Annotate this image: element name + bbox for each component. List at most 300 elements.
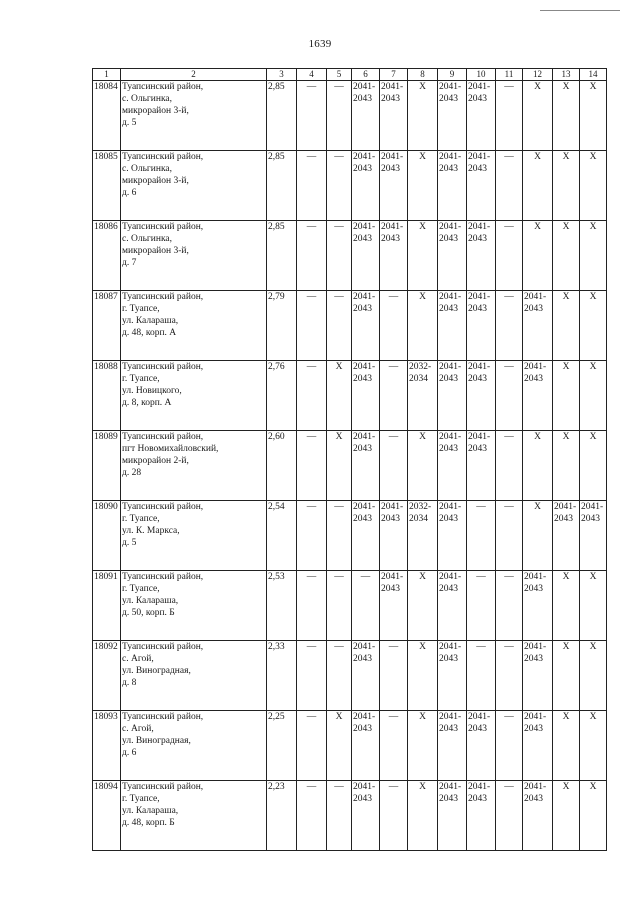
- address-line: пгт Новомихайловский,: [122, 444, 219, 454]
- address-line: Туапсинский район,: [122, 152, 204, 162]
- value-cell-col-5: —: [327, 501, 352, 571]
- cell-line: 2043: [381, 514, 400, 524]
- address-line: микрорайон 3-й,: [122, 176, 189, 186]
- value-cell-col-4: —: [297, 711, 327, 781]
- value-cell-col-3: 2,85: [267, 151, 297, 221]
- value-cell-col-8: X: [408, 571, 438, 641]
- row-number: 18091: [93, 571, 121, 641]
- address-line: Туапсинский район,: [122, 432, 204, 442]
- row-number: 18094: [93, 781, 121, 851]
- value-cell-col-10: [467, 781, 496, 851]
- cell-line: 2043: [439, 444, 458, 454]
- top-rule: [540, 10, 620, 11]
- column-header-14: 14: [580, 69, 607, 81]
- value-cell-col-12: X: [523, 431, 553, 501]
- address-line: Туапсинский район,: [122, 82, 204, 92]
- column-header-5: 5: [327, 69, 352, 81]
- value-cell-col-6: [352, 151, 380, 221]
- value-cell-col-5: —: [327, 151, 352, 221]
- table-row: [93, 711, 607, 781]
- cell-line: 2034: [409, 514, 428, 524]
- cell-line: 2041-: [381, 572, 404, 582]
- value-cell-col-11: —: [496, 781, 523, 851]
- row-number: 18088: [93, 361, 121, 431]
- value-cell-col-10: [467, 291, 496, 361]
- value-cell-col-14: X: [580, 81, 607, 151]
- value-cell-col-6: [352, 501, 380, 571]
- cell-line: 2043: [524, 724, 543, 734]
- cell-line: 2041-: [439, 502, 462, 512]
- value-cell-col-6: [352, 221, 380, 291]
- value-cell-col-6: —: [352, 571, 380, 641]
- column-header-8: 8: [408, 69, 438, 81]
- cell-line: 2043: [353, 94, 372, 104]
- cell-line: 2041-: [468, 432, 491, 442]
- value-cell-col-13: X: [553, 571, 580, 641]
- table-row: [93, 291, 607, 361]
- value-cell-col-7: —: [380, 291, 408, 361]
- row-number: 18087: [93, 291, 121, 361]
- address-line: с. Ольгинка,: [122, 94, 173, 104]
- table-row: [93, 81, 607, 151]
- cell-line: 2041-: [468, 152, 491, 162]
- cell-line: 2043: [439, 654, 458, 664]
- cell-line: 2043: [353, 234, 372, 244]
- row-number: 18092: [93, 641, 121, 711]
- value-cell-col-4: —: [297, 571, 327, 641]
- value-cell-col-3: 2,85: [267, 81, 297, 151]
- cell-line: 2041-: [439, 432, 462, 442]
- address-line: Туапсинский район,: [122, 642, 204, 652]
- cell-line: 2041-: [439, 152, 462, 162]
- value-cell-col-13: X: [553, 641, 580, 711]
- cell-line: 2041-: [468, 712, 491, 722]
- cell-line: 2041-: [554, 502, 577, 512]
- cell-line: 2041-: [353, 292, 376, 302]
- value-cell-col-14: X: [580, 221, 607, 291]
- value-cell-col-11: —: [496, 571, 523, 641]
- address-cell: [121, 221, 267, 291]
- value-cell-col-8: X: [408, 781, 438, 851]
- cell-line: 2041-: [353, 362, 376, 372]
- value-cell-col-4: —: [297, 151, 327, 221]
- cell-line: 2041-: [439, 222, 462, 232]
- cell-line: 2041-: [381, 152, 404, 162]
- value-cell-col-9: [438, 711, 467, 781]
- value-cell-col-7: —: [380, 641, 408, 711]
- cell-line: 2043: [381, 234, 400, 244]
- cell-line: 2034: [409, 374, 428, 384]
- cell-line: 2043: [353, 444, 372, 454]
- address-line: Туапсинский район,: [122, 292, 204, 302]
- cell-line: 2043: [353, 724, 372, 734]
- value-cell-col-12: X: [523, 151, 553, 221]
- column-header-2: 2: [121, 69, 267, 81]
- value-cell-col-12: [523, 571, 553, 641]
- column-header-6: 6: [352, 69, 380, 81]
- value-cell-col-4: —: [297, 501, 327, 571]
- cell-line: 2043: [468, 304, 487, 314]
- address-line: г. Туапсе,: [122, 374, 160, 384]
- cell-line: 2041-: [524, 292, 547, 302]
- value-cell-col-5: —: [327, 81, 352, 151]
- cell-line: 2043: [439, 514, 458, 524]
- value-cell-col-5: —: [327, 781, 352, 851]
- value-cell-col-11: —: [496, 81, 523, 151]
- table-row: [93, 781, 607, 851]
- value-cell-col-12: [523, 711, 553, 781]
- value-cell-col-4: —: [297, 361, 327, 431]
- value-cell-col-10: —: [467, 571, 496, 641]
- value-cell-col-3: 2,33: [267, 641, 297, 711]
- cell-line: 2043: [581, 514, 600, 524]
- cell-line: 2041-: [439, 782, 462, 792]
- table-row: [93, 641, 607, 711]
- value-cell-col-3: 2,53: [267, 571, 297, 641]
- value-cell-col-7: [380, 151, 408, 221]
- cell-line: 2043: [468, 234, 487, 244]
- address-line: микрорайон 2-й,: [122, 456, 189, 466]
- value-cell-col-4: —: [297, 81, 327, 151]
- value-cell-col-5: —: [327, 571, 352, 641]
- value-cell-col-11: —: [496, 151, 523, 221]
- value-cell-col-6: [352, 361, 380, 431]
- value-cell-col-5: X: [327, 711, 352, 781]
- cell-line: 2043: [439, 724, 458, 734]
- column-header-11: 11: [496, 69, 523, 81]
- cell-line: 2043: [554, 514, 573, 524]
- value-cell-col-5: X: [327, 431, 352, 501]
- value-cell-col-7: [380, 501, 408, 571]
- cell-line: 2041-: [353, 432, 376, 442]
- address-cell: [121, 81, 267, 151]
- value-cell-col-13: X: [553, 221, 580, 291]
- value-cell-col-13: X: [553, 431, 580, 501]
- address-line: Туапсинский район,: [122, 782, 204, 792]
- cell-line: 2043: [468, 374, 487, 384]
- address-line: д. 8, корп. А: [122, 398, 172, 408]
- cell-line: 2041-: [381, 502, 404, 512]
- cell-line: 2043: [439, 374, 458, 384]
- address-line: д. 6: [122, 748, 137, 758]
- cell-line: 2041-: [353, 642, 376, 652]
- address-cell: [121, 571, 267, 641]
- value-cell-col-7: [380, 221, 408, 291]
- cell-line: 2041-: [524, 712, 547, 722]
- value-cell-col-6: [352, 291, 380, 361]
- value-cell-col-9: [438, 151, 467, 221]
- cell-line: 2041-: [353, 222, 376, 232]
- value-cell-col-13: X: [553, 151, 580, 221]
- column-header-12: 12: [523, 69, 553, 81]
- address-cell: [121, 641, 267, 711]
- value-cell-col-6: [352, 431, 380, 501]
- cell-line: 2041-: [468, 292, 491, 302]
- value-cell-col-6: [352, 641, 380, 711]
- address-line: с. Ольгинка,: [122, 164, 173, 174]
- cell-line: 2043: [524, 584, 543, 594]
- value-cell-col-14: X: [580, 711, 607, 781]
- value-cell-col-8: X: [408, 291, 438, 361]
- address-line: д. 5: [122, 538, 137, 548]
- address-line: д. 8: [122, 678, 137, 688]
- address-line: д. 50, корп. Б: [122, 608, 175, 618]
- address-cell: [121, 781, 267, 851]
- cell-line: 2043: [381, 584, 400, 594]
- value-cell-col-3: 2,79: [267, 291, 297, 361]
- row-number: 18084: [93, 81, 121, 151]
- address-cell: [121, 361, 267, 431]
- value-cell-col-12: X: [523, 81, 553, 151]
- address-line: д. 28: [122, 468, 142, 478]
- value-cell-col-4: —: [297, 781, 327, 851]
- cell-line: 2043: [381, 94, 400, 104]
- value-cell-col-13: X: [553, 291, 580, 361]
- address-line: микрорайон 3-й,: [122, 246, 189, 256]
- table-body: [93, 81, 607, 851]
- table-row: [93, 151, 607, 221]
- value-cell-col-11: —: [496, 431, 523, 501]
- cell-line: 2041-: [353, 152, 376, 162]
- address-line: Туапсинский район,: [122, 572, 204, 582]
- cell-line: 2032-: [409, 502, 432, 512]
- cell-line: 2043: [439, 584, 458, 594]
- cell-line: 2041-: [353, 82, 376, 92]
- cell-line: 2041-: [353, 782, 376, 792]
- cell-line: 2043: [439, 164, 458, 174]
- header-row: [93, 69, 607, 81]
- value-cell-col-14: X: [580, 641, 607, 711]
- table-row: [93, 571, 607, 641]
- address-line: Туапсинский район,: [122, 502, 204, 512]
- value-cell-col-8: X: [408, 151, 438, 221]
- cell-line: 2041-: [439, 642, 462, 652]
- cell-line: 2043: [468, 444, 487, 454]
- value-cell-col-8: [408, 501, 438, 571]
- value-cell-col-13: X: [553, 81, 580, 151]
- value-cell-col-12: X: [523, 221, 553, 291]
- address-line: ул. Виноградная,: [122, 736, 191, 746]
- cell-line: 2043: [353, 164, 372, 174]
- value-cell-col-9: [438, 781, 467, 851]
- row-number: 18093: [93, 711, 121, 781]
- cell-line: 2043: [468, 164, 487, 174]
- value-cell-col-11: —: [496, 711, 523, 781]
- value-cell-col-14: X: [580, 781, 607, 851]
- value-cell-col-11: —: [496, 361, 523, 431]
- address-line: Туапсинский район,: [122, 712, 204, 722]
- value-cell-col-8: X: [408, 431, 438, 501]
- address-line: ул. К. Маркса,: [122, 526, 180, 536]
- value-cell-col-10: —: [467, 641, 496, 711]
- value-cell-col-5: X: [327, 361, 352, 431]
- value-cell-col-3: 2,54: [267, 501, 297, 571]
- address-cell: [121, 291, 267, 361]
- address-line: с. Ольгинка,: [122, 234, 173, 244]
- cell-line: 2043: [439, 94, 458, 104]
- cell-line: 2043: [468, 794, 487, 804]
- address-line: г. Туапсе,: [122, 304, 160, 314]
- value-cell-col-7: —: [380, 431, 408, 501]
- value-cell-col-9: [438, 361, 467, 431]
- value-cell-col-13: [553, 501, 580, 571]
- cell-line: 2041-: [468, 222, 491, 232]
- value-cell-col-9: [438, 81, 467, 151]
- address-line: с. Агой,: [122, 654, 154, 664]
- cell-line: 2043: [353, 654, 372, 664]
- value-cell-col-5: —: [327, 221, 352, 291]
- column-header-1: 1: [93, 69, 121, 81]
- value-cell-col-9: [438, 571, 467, 641]
- value-cell-col-4: —: [297, 291, 327, 361]
- address-line: г. Туапсе,: [122, 794, 160, 804]
- cell-line: 2041-: [353, 712, 376, 722]
- column-header-13: 13: [553, 69, 580, 81]
- address-line: ул. Калараша,: [122, 806, 179, 816]
- value-cell-col-14: [580, 501, 607, 571]
- value-cell-col-4: —: [297, 221, 327, 291]
- value-cell-col-12: [523, 641, 553, 711]
- value-cell-col-12: [523, 291, 553, 361]
- value-cell-col-6: [352, 711, 380, 781]
- cell-line: 2043: [524, 654, 543, 664]
- value-cell-col-14: X: [580, 431, 607, 501]
- value-cell-col-10: [467, 221, 496, 291]
- value-cell-col-3: 2,60: [267, 431, 297, 501]
- value-cell-col-11: —: [496, 291, 523, 361]
- address-line: Туапсинский район,: [122, 222, 204, 232]
- address-cell: [121, 151, 267, 221]
- cell-line: 2041-: [524, 362, 547, 372]
- cell-line: 2041-: [524, 642, 547, 652]
- value-cell-col-7: [380, 571, 408, 641]
- cell-line: 2043: [353, 374, 372, 384]
- value-cell-col-10: [467, 711, 496, 781]
- cell-line: 2041-: [468, 82, 491, 92]
- value-cell-col-9: [438, 431, 467, 501]
- value-cell-col-8: X: [408, 711, 438, 781]
- address-line: ул. Калараша,: [122, 596, 179, 606]
- value-cell-col-13: X: [553, 711, 580, 781]
- value-cell-col-13: X: [553, 781, 580, 851]
- value-cell-col-10: [467, 361, 496, 431]
- table-row: [93, 431, 607, 501]
- table-row: [93, 221, 607, 291]
- value-cell-col-5: —: [327, 641, 352, 711]
- column-header-7: 7: [380, 69, 408, 81]
- cell-line: 2043: [439, 234, 458, 244]
- cell-line: 2041-: [468, 362, 491, 372]
- value-cell-col-9: [438, 641, 467, 711]
- page-number: 1639: [308, 38, 332, 50]
- address-cell: [121, 501, 267, 571]
- column-header-4: 4: [297, 69, 327, 81]
- address-line: микрорайон 3-й,: [122, 106, 189, 116]
- value-cell-col-5: —: [327, 291, 352, 361]
- cell-line: 2043: [381, 164, 400, 174]
- address-line: д. 5: [122, 118, 137, 128]
- value-cell-col-12: [523, 361, 553, 431]
- value-cell-col-10: [467, 151, 496, 221]
- value-cell-col-11: —: [496, 501, 523, 571]
- cell-line: 2041-: [468, 782, 491, 792]
- value-cell-col-14: X: [580, 291, 607, 361]
- cell-line: 2043: [524, 304, 543, 314]
- cell-line: 2043: [524, 794, 543, 804]
- address-line: г. Туапсе,: [122, 584, 160, 594]
- address-line: с. Агой,: [122, 724, 154, 734]
- row-number: 18089: [93, 431, 121, 501]
- value-cell-col-14: X: [580, 151, 607, 221]
- value-cell-col-9: [438, 501, 467, 571]
- cell-line: 2041-: [353, 502, 376, 512]
- value-cell-col-12: X: [523, 501, 553, 571]
- value-cell-col-14: X: [580, 361, 607, 431]
- address-line: ул. Калараша,: [122, 316, 179, 326]
- value-cell-col-6: [352, 81, 380, 151]
- cell-line: 2043: [439, 794, 458, 804]
- table-row: [93, 501, 607, 571]
- value-cell-col-8: X: [408, 641, 438, 711]
- table-row: [93, 361, 607, 431]
- value-cell-col-7: —: [380, 711, 408, 781]
- cell-line: 2041-: [524, 572, 547, 582]
- cell-line: 2041-: [439, 712, 462, 722]
- value-cell-col-3: 2,76: [267, 361, 297, 431]
- row-number: 18086: [93, 221, 121, 291]
- address-line: Туапсинский район,: [122, 362, 204, 372]
- cell-line: 2043: [524, 374, 543, 384]
- cell-line: 2043: [468, 94, 487, 104]
- value-cell-col-10: [467, 81, 496, 151]
- address-line: д. 6: [122, 188, 137, 198]
- address-line: ул. Новицкого,: [122, 386, 182, 396]
- cell-line: 2041-: [524, 782, 547, 792]
- value-cell-col-3: 2,25: [267, 711, 297, 781]
- value-cell-col-12: [523, 781, 553, 851]
- cell-line: 2043: [468, 724, 487, 734]
- address-line: г. Туапсе,: [122, 514, 160, 524]
- value-cell-col-13: X: [553, 361, 580, 431]
- row-number: 18090: [93, 501, 121, 571]
- address-line: ул. Виноградная,: [122, 666, 191, 676]
- cell-line: 2043: [353, 514, 372, 524]
- cell-line: 2041-: [439, 362, 462, 372]
- cell-line: 2041-: [581, 502, 604, 512]
- value-cell-col-8: [408, 361, 438, 431]
- column-header-9: 9: [438, 69, 467, 81]
- cell-line: 2043: [439, 304, 458, 314]
- address-line: д. 48, корп. А: [122, 328, 177, 338]
- value-cell-col-4: —: [297, 431, 327, 501]
- cell-line: 2043: [353, 794, 372, 804]
- value-cell-col-7: —: [380, 361, 408, 431]
- address-cell: [121, 711, 267, 781]
- value-cell-col-9: [438, 291, 467, 361]
- address-line: д. 48, корп. Б: [122, 818, 175, 828]
- address-cell: [121, 431, 267, 501]
- value-cell-col-10: —: [467, 501, 496, 571]
- value-cell-col-8: X: [408, 221, 438, 291]
- value-cell-col-8: X: [408, 81, 438, 151]
- value-cell-col-10: [467, 431, 496, 501]
- cell-line: 2043: [353, 304, 372, 314]
- cell-line: 2041-: [381, 82, 404, 92]
- value-cell-col-11: —: [496, 221, 523, 291]
- value-cell-col-11: —: [496, 641, 523, 711]
- value-cell-col-6: [352, 781, 380, 851]
- row-number: 18085: [93, 151, 121, 221]
